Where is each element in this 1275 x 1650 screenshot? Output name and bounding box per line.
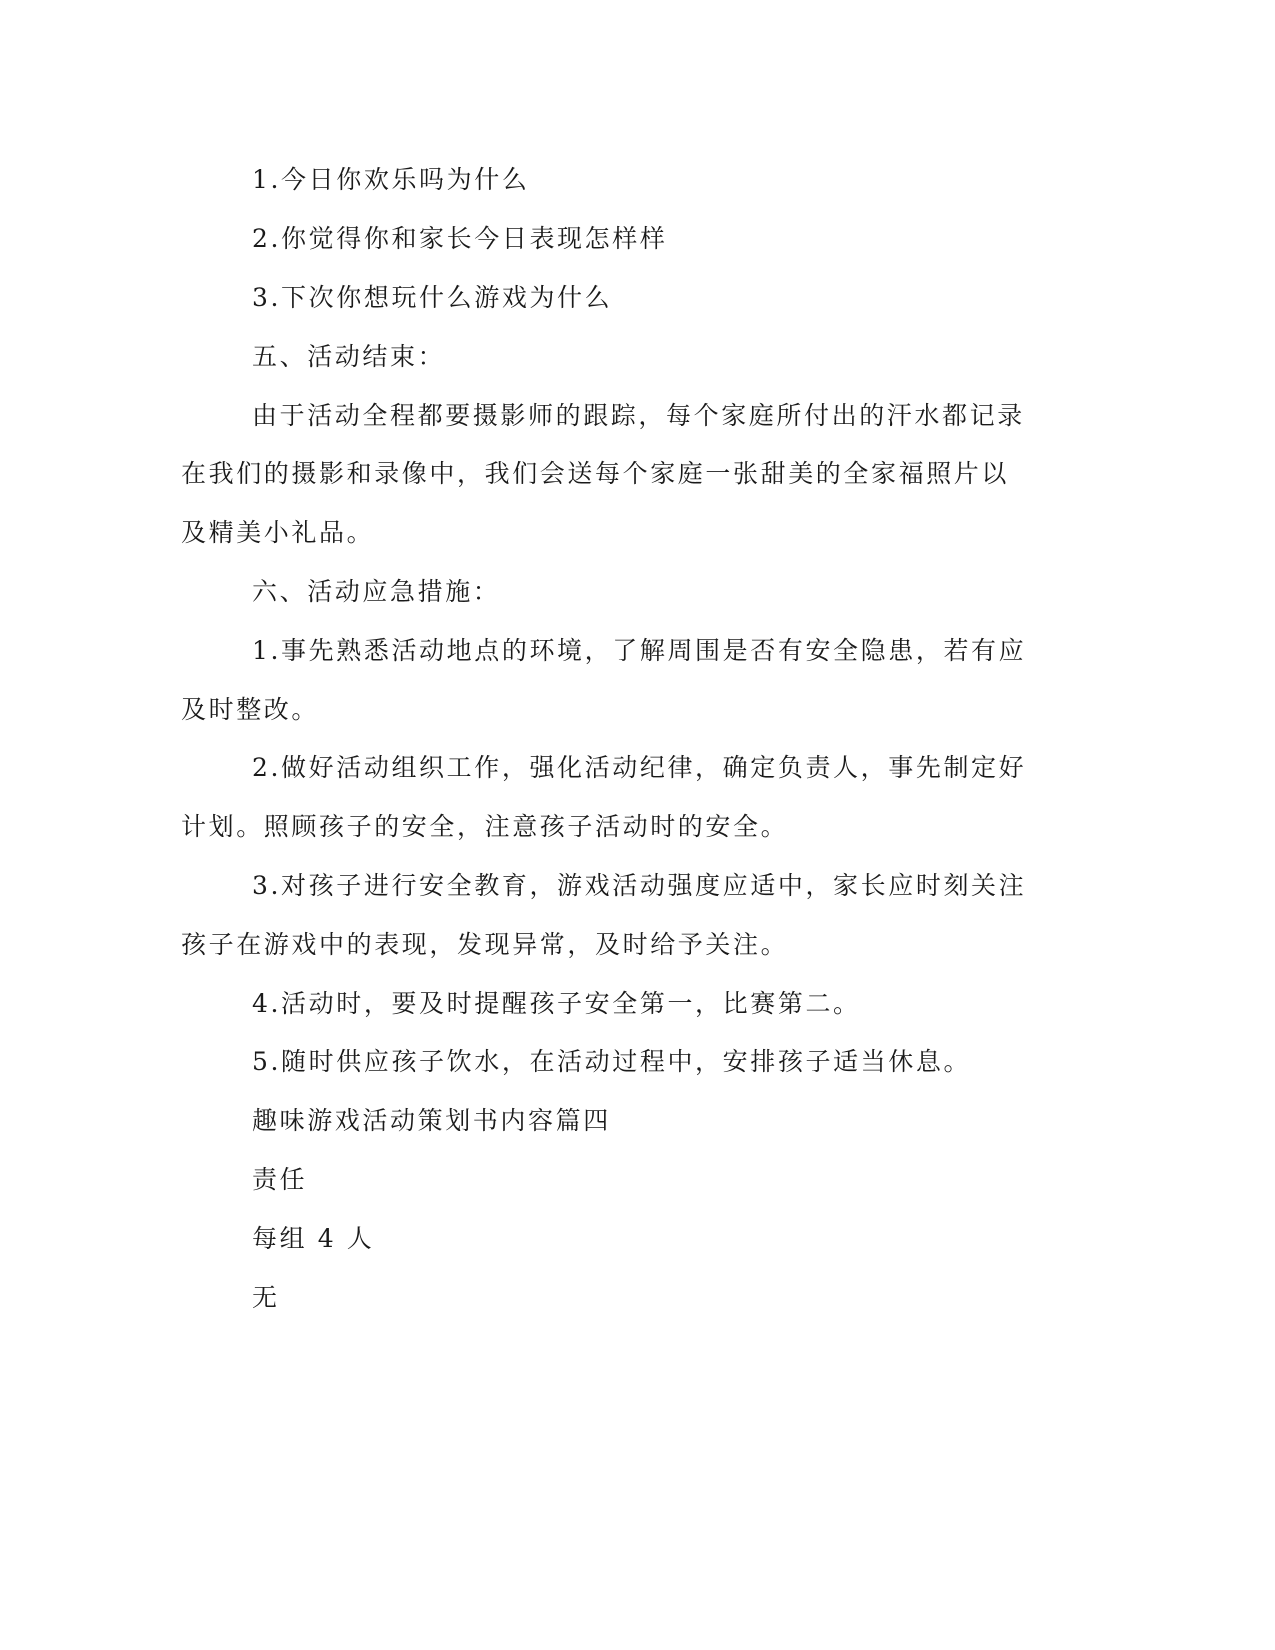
measure-2-line: 2.做好活动组织工作，强化活动纪律，确定负责人，事先制定好	[252, 753, 1027, 782]
section-heading-5: 五、活动结束：	[252, 342, 446, 371]
measure-2-line: 计划。照顾孩子的安全，注意孩子活动时的安全。	[181, 812, 789, 841]
measure-1-line: 及时整改。	[181, 695, 320, 724]
question-3: 3.下次你想玩什么游戏为什么	[252, 283, 613, 312]
paragraph-line: 由于活动全程都要摄影师的跟踪，每个家庭所付出的汗水都记录	[252, 401, 1025, 430]
paragraph-line: 在我们的摄影和录像中，我们会送每个家庭一张甜美的全家福照片以	[181, 459, 1010, 488]
measure-1-line: 1.事先熟悉活动地点的环境，了解周围是否有安全隐患，若有应	[252, 636, 1027, 665]
paragraph-line: 及精美小礼品。	[181, 518, 375, 547]
question-2: 2.你觉得你和家长今日表现怎样样	[252, 224, 668, 253]
question-1: 1.今日你欢乐吗为什么	[252, 165, 530, 194]
item-line: 责任	[252, 1165, 308, 1194]
item-line: 每组 4 人	[252, 1224, 375, 1253]
measure-4-line: 4.活动时，要及时提醒孩子安全第一，比赛第二。	[252, 989, 861, 1018]
measure-3-line: 孩子在游戏中的表现，发现异常，及时给予关注。	[181, 930, 789, 959]
section-heading-6: 六、活动应急措施：	[252, 577, 501, 606]
measure-5-line: 5.随时供应孩子饮水，在活动过程中，安排孩子适当休息。	[252, 1047, 972, 1076]
item-line: 无	[252, 1283, 280, 1312]
measure-3-line: 3.对孩子进行安全教育，游戏活动强度应适中，家长应时刻关注	[252, 871, 1027, 900]
section-title: 趣味游戏活动策划书内容篇四	[252, 1106, 611, 1135]
